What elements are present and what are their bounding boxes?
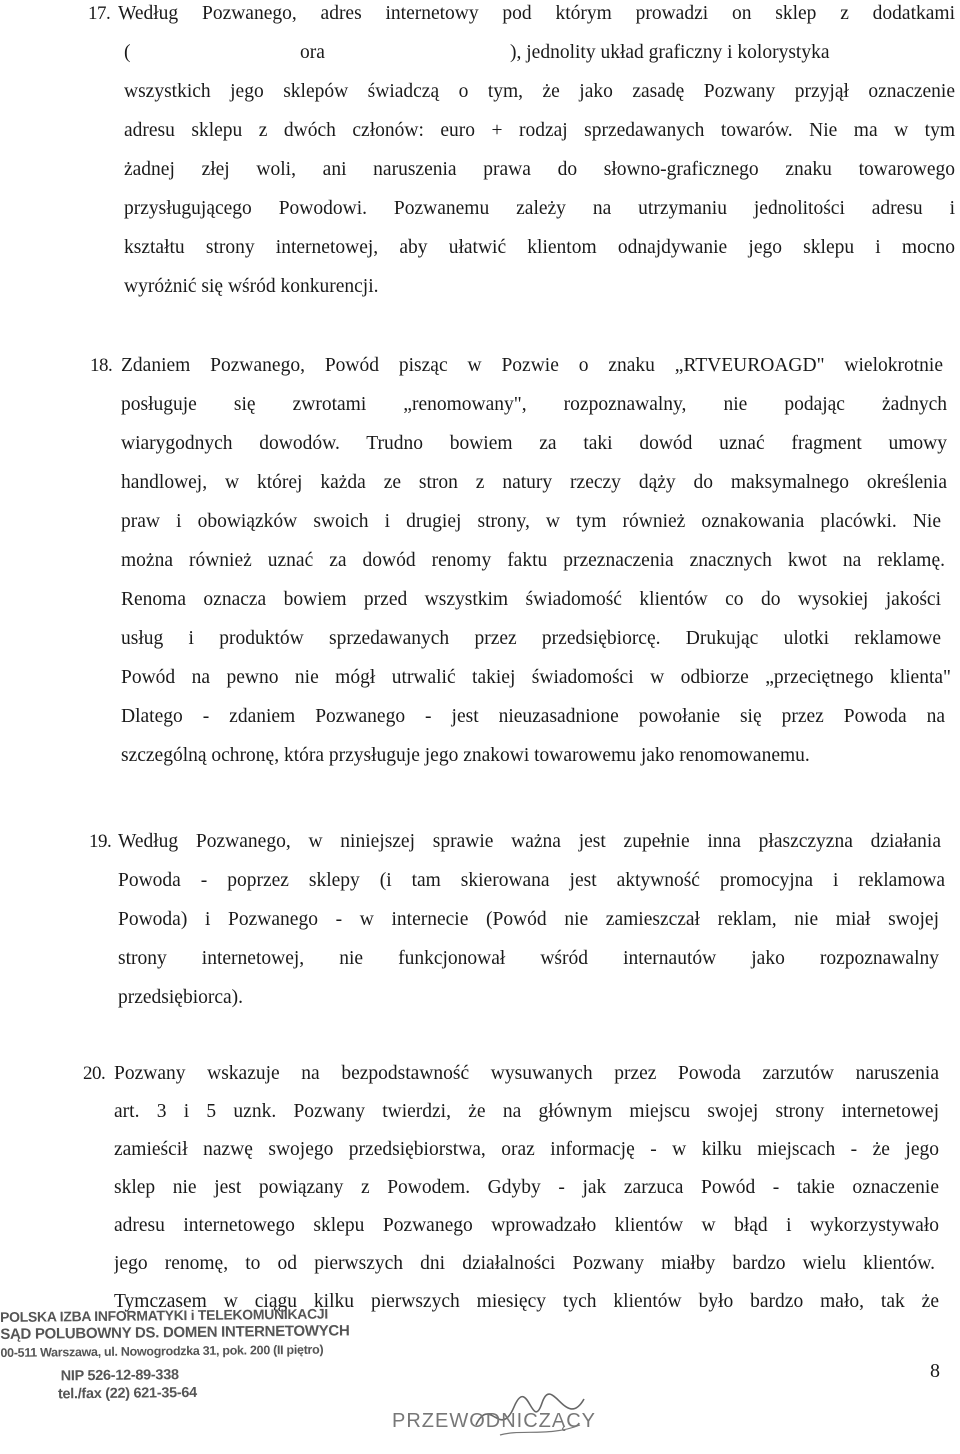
text-line: Powoda) i Pozwanego - w internecie (Powód nie zamieszczał reklam, nie miał swojej [118,909,939,930]
text-line: strony internetowej, nie funkcjonował wśród internautów jako rozpoznawalny [118,948,939,969]
text-line-fragment: ), jednolity układ graficzny i kolorystyka [510,42,830,63]
text-line: przedsiębiorca). [118,987,244,1008]
text-line: usług i produktów sprzedawanych przez przedsiębiorcę. Drukując ulotki reklamowe [121,628,941,649]
text-line: wiarygodnych dowodów. Trudno bowiem za taki dowód uznać fragment umowy [121,433,947,454]
text-line: sklep nie jest powiązany z Powodem. Gdyby - jak zarzuca Powód - takie oznaczenie [114,1177,939,1198]
text-line: adresu sklepu z dwóch członów: euro + rodzaj sprzedawanych towarów. Nie ma w tym [124,120,955,141]
stamp-line: tel./fax (22) 621-35-64 [57,1384,197,1403]
stamp-line: SĄD POLUBOWNY DS. DOMEN INTERNETOWYCH [0,1322,350,1343]
text-line: szczególną ochronę, która przysługuje jego znakowi towarowemu jako renomowanemu. [121,745,810,766]
text-line: Tymczasem w ciągu kilku pierwszych miesięcy tych klientów było bardzo mało, tak że [114,1291,939,1312]
text-line: wszystkich jego sklepów świadczą o tym, że jako zasadę Pozwany przyjął oznaczenie [124,81,955,102]
stamp-line: POLSKA IZBA INFORMATYKI i TELEKOMUNIKACJI [0,1305,329,1325]
text-line-fragment: ora [300,42,325,63]
chairman-label: PRZEWODNICZĄCY [392,1410,596,1432]
text-line: handlowej, w której każda ze stron z natury rzeczy dąży do maksymalnego określenia [121,472,947,493]
text-line: Dlatego - zdaniem Pozwanego - jest nieuzasadnione powołanie się przez Powoda na [121,706,945,727]
stamp-line: 00-511 Warszawa, ul. Nowogrodzka 31, pok. 200 (II piętro) [0,1342,324,1360]
paragraph-number: 19. [89,831,112,852]
text-line: przysługującego Powodowi. Pozwanemu zależy na utrzymaniu jednolitości adresu i [124,198,955,219]
text-line-fragment: ( [124,42,131,63]
text-line: Powoda - poprzez sklepy (i tam skierowana jest aktywność promocyjna i reklamowa [118,870,945,891]
text-line: posługuje się zwrotami „renomowany", rozpoznawalny, nie podając żadnych [121,394,947,415]
text-line: Zdaniem Pozwanego, Powód pisząc w Pozwie o znaku „RTVEUROAGD" wielokrotnie [121,355,943,376]
text-line: art. 3 i 5 uznk. Pozwany twierdzi, że na głównym miejscu swojej strony internetowej [114,1101,939,1122]
paragraph-number: 17. [88,3,111,24]
text-line: można również uznać za dowód renomy faktu przeznaczenia znacznych kwot na reklamę. [121,550,945,571]
text-line: Według Pozwanego, w niniejszej sprawie ważna jest zupełnie inna płaszczyzna działania [118,831,941,852]
text-line: żadnej złej woli, ani naruszenia prawa do słowno-graficznego znaku towarowego [124,159,955,180]
text-line: wyróżnić się wśród konkurencji. [124,276,379,297]
text-line: Powód na pewno nie mógł utrwalić takiej świadomości w odbiorze „przeciętnego klienta" [121,667,951,688]
text-line: Według Pozwanego, adres internetowy pod którym prowadzi on sklep z dodatkami [118,3,955,24]
page-number: 8 [930,1360,940,1382]
text-line: zamieścił nazwę swojego przedsiębiorstwa, oraz informację - w kilku miejscach - że jego [114,1139,939,1160]
text-line [124,33,955,72]
text-line: kształtu strony internetowej, aby ułatwić klientom odnajdywanie jego sklepu i mocno [124,237,955,258]
paragraph-number: 20. [83,1063,106,1084]
paragraph-number: 18. [90,355,113,376]
text-line: praw i obowiązków swoich i drugiej strony, w tym również oznakowania placówki. Nie [121,511,941,532]
text-line: Renoma oznacza bowiem przed wszystkim świadomość klientów co do wysokiej jakości [121,589,941,610]
text-line: jego renomę, to od pierwszych dni działalności Pozwany miałby bardzo wielu klientów. [114,1253,935,1274]
stamp-line: NIP 526-12-89-338 [60,1367,179,1385]
court-stamp [0,1305,350,1404]
text-line: Pozwany wskazuje na bezpodstawność wysuwanych przez Powoda zarzutów naruszenia [114,1063,939,1084]
text-line: adresu internetowego sklepu Pozwanego wprowadzało klientów w błąd i wykorzystywało [114,1215,939,1236]
